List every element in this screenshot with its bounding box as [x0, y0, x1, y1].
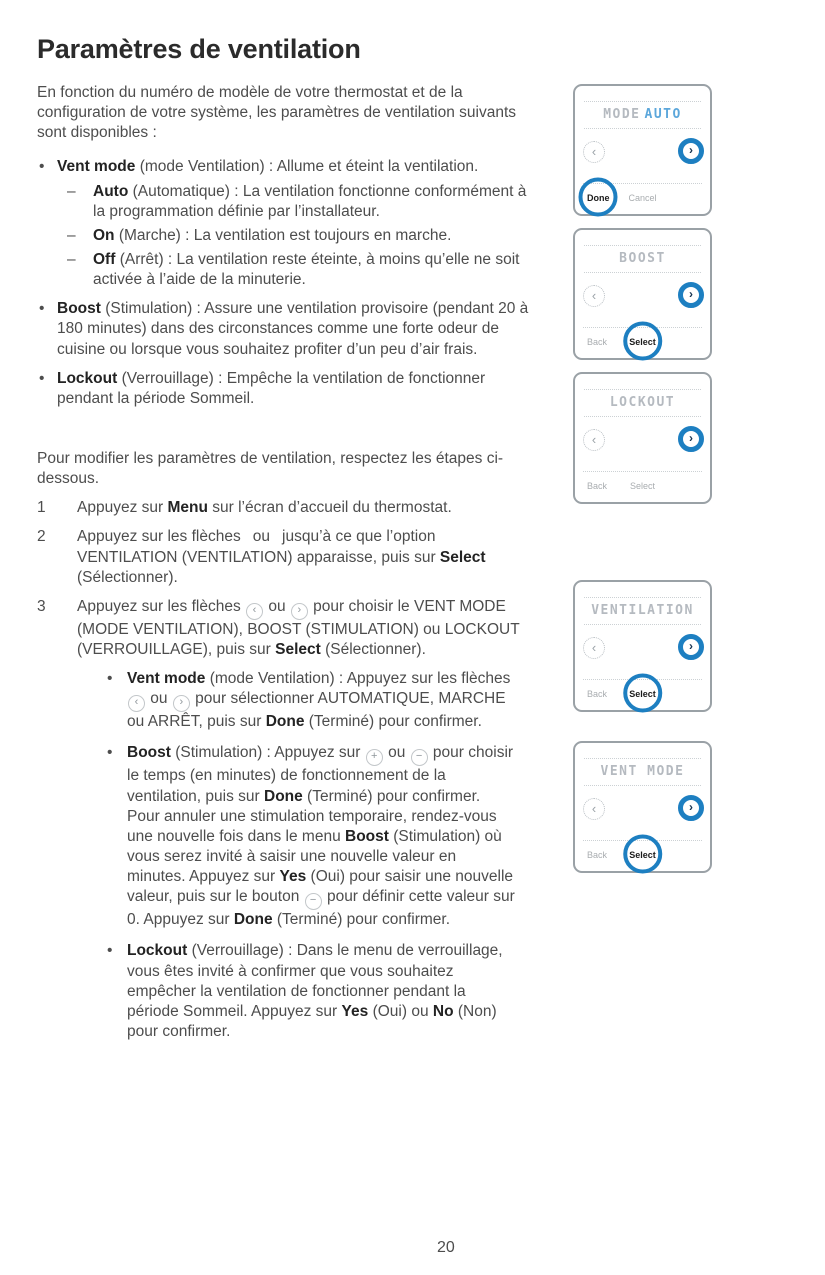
text-run: (Sélectionner). — [77, 568, 178, 586]
text-run: Appuyez sur — [77, 499, 168, 517]
lcd-display — [584, 101, 701, 129]
bold-term: Lockout — [57, 369, 118, 387]
text-run: (Stimulation) : Assure une ventilation provisoire (pendant 20 à 180 minutes) dans des circonstances comme une forte odeur de cuisine ou lorsque vous souhaitez profiter d’un peu d’air frais. — [57, 300, 529, 358]
bullet-text — [57, 370, 485, 407]
screen-button-select: Select — [629, 481, 656, 491]
thermostat-screen-boost — [573, 228, 712, 360]
chevron-right-icon: › — [678, 426, 704, 452]
text-run: (Marche) : La ventilation est toujours en marche. — [114, 226, 452, 244]
text-run: (Stimulation) où vous serez invité à saisir une nouvelle valeur en minutes. Appuyez sur — [127, 827, 502, 886]
bold-term: Menu — [167, 499, 208, 517]
text-run: (Terminé) pour confirmer. — [304, 713, 482, 731]
lcd-text: AUTO — [644, 107, 682, 122]
annotation-ring — [579, 177, 618, 216]
bold-term: Off — [93, 251, 116, 269]
bold-term: Yes — [279, 868, 307, 886]
text-run: (Oui) pour saisir une nouvelle valeur, puis sur le bouton — [127, 868, 514, 906]
lcd-text: BOOST — [619, 251, 666, 266]
bold-term: Boost — [127, 744, 171, 762]
screen-footer — [583, 327, 702, 358]
bullet-marker: • — [107, 670, 113, 688]
page-number: 20 — [437, 1239, 455, 1256]
plus-circle-icon: + — [366, 749, 383, 766]
bold-term: On — [93, 226, 115, 244]
chevron-right-icon: › — [678, 634, 704, 660]
step-sub-bullet-item — [103, 941, 533, 1042]
text-run: (Automatique) : La ventilation fonctionne conformément à la programmation définie par l’installateur. — [93, 182, 527, 220]
bold-term: Boost — [345, 827, 389, 845]
lcd-display — [584, 245, 701, 273]
screen-button-select: Select — [629, 689, 656, 699]
text-run: pour choisir le temps (en minutes) de fonctionnement de la ventilation, puis sur — [127, 744, 514, 805]
chevron-right-icon: › — [678, 282, 704, 308]
bold-term: Vent mode — [57, 158, 136, 176]
bold-term: Boost — [57, 300, 101, 318]
lcd-display — [584, 389, 701, 417]
screen-button-select: Select — [629, 850, 656, 860]
chevron-right-icon: › — [678, 138, 704, 164]
sub-bullet-text — [93, 251, 519, 288]
chevron-right-circle-icon: › — [291, 603, 308, 620]
step-item — [37, 597, 533, 1053]
feature-bullet-list — [37, 157, 533, 409]
bold-term: Auto — [93, 182, 129, 200]
bold-term: No — [432, 1002, 454, 1020]
text-run: pour sélectionner AUTOMATIQUE, MARCHE ou ARRÊT, puis sur — [127, 690, 506, 731]
lcd-text: MODE — [603, 107, 641, 122]
lcd-display — [584, 597, 701, 625]
bullet-item — [37, 157, 533, 177]
screen-footer — [583, 183, 702, 214]
lcd-text: VENT MODE — [600, 764, 685, 779]
dash-marker: – — [67, 182, 76, 200]
dash-marker: – — [67, 251, 76, 269]
step-sub-bullet-text — [127, 670, 510, 730]
step-paragraph — [77, 498, 533, 518]
bullet-text — [57, 158, 478, 175]
step-text — [77, 527, 533, 587]
text-run: (Non) pour confirmer. — [127, 1002, 497, 1040]
numbered-steps — [37, 498, 533, 1053]
step-sub-bullet-item — [103, 743, 533, 930]
bullet-item — [37, 369, 533, 409]
step-paragraph — [77, 597, 533, 660]
sub-bullet-item — [67, 182, 533, 222]
text-run: (mode Ventilation) : Allume et éteint la ventilation. — [135, 158, 479, 176]
bullet-marker: • — [107, 942, 113, 960]
bold-term: Done — [233, 911, 273, 929]
sub-bullet-text — [93, 183, 526, 220]
step-number: 3 — [37, 597, 46, 615]
bold-term: Lockout — [127, 942, 188, 960]
chevron-left-icon: ‹ — [583, 798, 605, 820]
bullet-marker: • — [107, 744, 113, 762]
bold-term: Vent mode — [127, 670, 206, 688]
bold-term: Done — [264, 787, 303, 805]
screen-button-back: Back — [587, 481, 608, 491]
step-sub-bullet-text — [127, 744, 515, 928]
text-run: (Oui) ou — [368, 1002, 433, 1020]
step-text — [77, 498, 533, 518]
bullet-item — [37, 299, 533, 359]
screen-footer — [583, 471, 702, 502]
chevron-left-icon: ‹ — [583, 637, 605, 659]
thermostat-screen-vent-mode — [573, 741, 712, 873]
chevron-left-circle-icon: ‹ — [246, 603, 263, 620]
screen-button-done: Done — [587, 193, 610, 203]
step-sub-bullet-text — [127, 942, 503, 1040]
text-run: (Stimulation) : Appuyez sur — [170, 744, 365, 762]
screen-button-select: Select — [629, 337, 656, 347]
text-run: (Arrêt) : La ventilation reste éteinte, à moins qu’elle ne soit activée à l’aide de la minuterie. — [93, 251, 520, 289]
steps-intro-paragraph: Pour modifier les paramètres de ventilation, respectez les étapes ci-dessous. — [37, 450, 504, 488]
step-text — [77, 597, 533, 1053]
text-run: (Verrouillage) : Dans le menu de verrouillage, vous êtes invité à confirmer que vous souhaitez empêcher la ventilation de fonctionner pendant la période Sommeil. Appuyez sur — [127, 942, 503, 1020]
thermostat-screen-mode-auto — [573, 84, 712, 216]
screen-button-back: Back — [587, 689, 608, 699]
text-run: (Sélectionner). — [320, 641, 426, 658]
chevron-left-icon: ‹ — [583, 141, 605, 163]
sub-bullet-text — [93, 227, 451, 244]
text-run: Appuyez sur les flèches ou jusqu’à ce que l’option VENTILATION (VENTILATION) apparaisse, puis sur — [77, 528, 440, 566]
bold-term: Select — [439, 548, 486, 566]
step-sub-bullet-item — [103, 669, 533, 732]
sub-bullet-item — [67, 250, 533, 290]
text-run: (Terminé) pour confirmer. — [272, 911, 451, 929]
text-run: sur l’écran d’accueil du thermostat. — [207, 499, 452, 517]
dash-marker: – — [67, 226, 76, 244]
bullet-marker: • — [39, 300, 45, 318]
step-number: 2 — [37, 528, 46, 546]
text-run: (mode Ventilation) : Appuyez sur les flèches — [205, 670, 511, 688]
step-number: 1 — [37, 499, 46, 517]
step-item — [37, 527, 533, 587]
sub-bullet-item — [67, 226, 533, 246]
text-run: pour choisir le VENT MODE (MODE VENTILATION), BOOST (STIMULATION) ou LOCKOUT (VERROUILLAGE), puis sur — [77, 597, 520, 658]
lcd-text: LOCKOUT — [609, 395, 676, 410]
screen-footer — [583, 840, 702, 871]
chevron-left-icon: ‹ — [583, 429, 605, 451]
page-title: Paramètres de ventilation — [37, 34, 361, 64]
minus-circle-icon: − — [305, 893, 322, 910]
text-column — [37, 34, 533, 1053]
chevron-left-icon: ‹ — [583, 285, 605, 307]
screen-footer — [583, 679, 702, 710]
thermostat-screen-ventilation — [573, 580, 712, 712]
chevron-left-circle-icon: ‹ — [128, 695, 145, 712]
text-run: ou — [264, 597, 290, 615]
minus-circle-icon: − — [411, 749, 428, 766]
screen-button-back: Back — [587, 850, 608, 860]
bold-term: Done — [265, 713, 305, 731]
screen-button-cancel: Cancel — [628, 193, 657, 203]
bullet-marker: • — [39, 158, 45, 176]
bold-term: Yes — [341, 1002, 369, 1020]
chevron-right-icon: › — [678, 795, 704, 821]
bullet-text — [57, 300, 528, 357]
step-item — [37, 498, 533, 518]
text-run: (Terminé) pour confirmer. Pour annuler une stimulation temporaire, rendez-vous une nouvelle fois dans le menu — [127, 787, 497, 845]
text-run: (Verrouillage) : Empêche la ventilation de fonctionner pendant la période Sommeil. — [57, 369, 486, 407]
step-paragraph — [77, 527, 533, 587]
lcd-text: VENTILATION — [591, 603, 694, 618]
text-run: Appuyez sur les flèches — [77, 597, 246, 615]
text-run: pour définir cette valeur sur 0. Appuyez sur — [127, 888, 515, 929]
bold-term: Select — [275, 641, 321, 658]
intro-paragraph: En fonction du numéro de modèle de votre thermostat et de la configuration de votre système, les paramètres de ventilation suivants sont disponibles : — [37, 84, 517, 142]
lcd-display — [584, 758, 701, 786]
text-run: ou — [146, 690, 172, 708]
thermostat-screen-lockout — [573, 372, 712, 504]
text-run: ou — [383, 744, 410, 762]
chevron-right-circle-icon: › — [173, 695, 190, 712]
bullet-marker: • — [39, 369, 45, 387]
screen-button-back: Back — [587, 337, 608, 347]
annotation-ring — [623, 834, 662, 873]
annotation-ring — [623, 673, 662, 712]
annotation-ring — [623, 321, 662, 360]
